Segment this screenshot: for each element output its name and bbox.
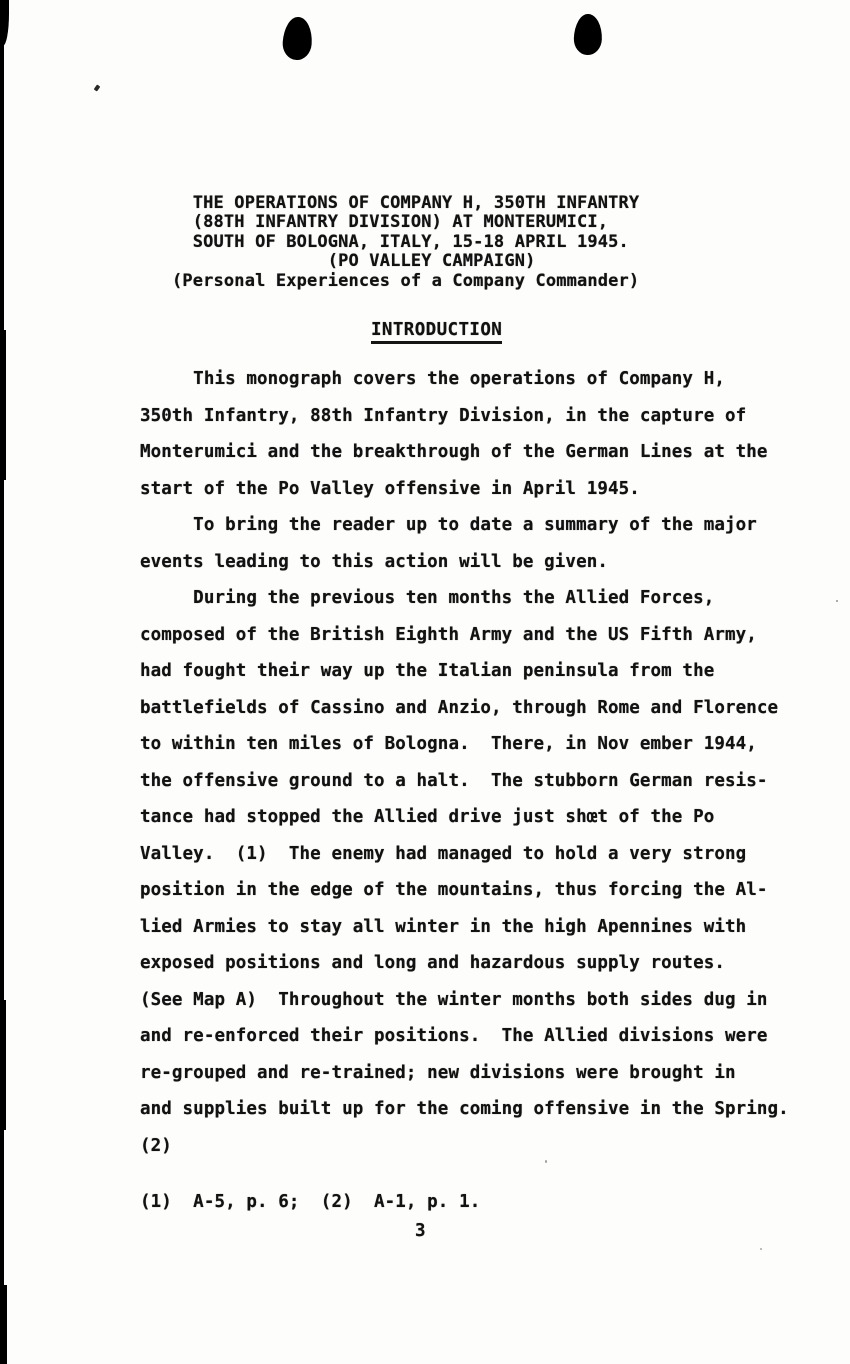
text-line: (PO VALLEY CAMPAIGN): [172, 251, 536, 272]
text-line: 350th Infantry, 88th Infantry Division, in the capture of: [140, 405, 747, 426]
scan-speck: [94, 84, 101, 91]
binder-hole-punch-icon: [573, 14, 602, 56]
section-heading-introduction: INTRODUCTION: [371, 320, 502, 344]
text-line: lied Armies to stay all winter in the high Apennines with: [140, 916, 747, 937]
text-line: re-grouped and re-trained; new divisions were brought in: [140, 1062, 736, 1083]
text-line: composed of the British Eighth Army and the US Fifth Army,: [140, 624, 757, 645]
body-text: [140, 361, 789, 1164]
text-line: Valley. (1) The enemy had managed to hold a very strong: [140, 843, 747, 864]
text-line: start of the Po Valley offensive in April 1945.: [140, 478, 640, 499]
text-line: Monterumici and the breakthrough of the German Lines at the: [140, 442, 768, 462]
scan-speck: [760, 1248, 762, 1250]
scan-edge-artifact: [0, 330, 6, 480]
text-line: to within ten miles of Bologna. There, in Nov ember 1944,: [140, 734, 757, 754]
text-line: tance had stopped the Allied drive just shœt of the Po: [140, 807, 715, 827]
scan-speck: [545, 1160, 547, 1163]
scan-edge-artifact: [0, 1285, 7, 1364]
text-line: (See Map A) Throughout the winter months both sides dug in: [140, 989, 768, 1010]
text-line: (88TH INFANTRY DIVISION) AT MONTERUMICI,: [172, 212, 609, 233]
text-line: THE OPERATIONS OF COMPANY H, 350TH INFANTRY: [172, 193, 640, 213]
text-line: and supplies built up for the coming offensive in the Spring.: [140, 1099, 789, 1119]
text-line: had fought their way up the Italian peninsula from the: [140, 661, 715, 681]
page-number: 3: [415, 1221, 426, 1241]
scan-speck: [836, 600, 838, 602]
text-line: and re-enforced their positions. The Allied divisions were: [140, 1026, 768, 1046]
text-line: (Personal Experiences of a Company Commander): [172, 270, 640, 291]
text-line: To bring the reader up to date a summary of the major: [140, 515, 757, 535]
text-line: position in the edge of the mountains, thus forcing the Al-: [140, 880, 768, 900]
scan-edge-artifact: [0, 0, 9, 46]
text-line: battlefields of Cassino and Anzio, through Rome and Florence: [140, 697, 779, 718]
footnote-references: (1) A-5, p. 6; (2) A-1, p. 1.: [140, 1192, 481, 1212]
text-line: exposed positions and long and hazardous supply routes.: [140, 953, 725, 973]
text-line: (2): [140, 1135, 172, 1156]
text-line: During the previous ten months the Allied Forces,: [140, 588, 715, 608]
text-line: events leading to this action will be given.: [140, 551, 608, 572]
text-line: SOUTH OF BOLOGNA, ITALY, 15-18 APRIL 1945.: [172, 231, 629, 252]
text-line: This monograph covers the operations of Company H,: [140, 369, 725, 389]
document-title: [172, 194, 639, 291]
scan-edge-artifact: [0, 1000, 6, 1130]
scan-edge-artifact: [0, 0, 4, 1364]
binder-hole-punch-icon: [282, 16, 314, 61]
text-line: the offensive ground to a halt. The stubborn German resis-: [140, 770, 768, 791]
